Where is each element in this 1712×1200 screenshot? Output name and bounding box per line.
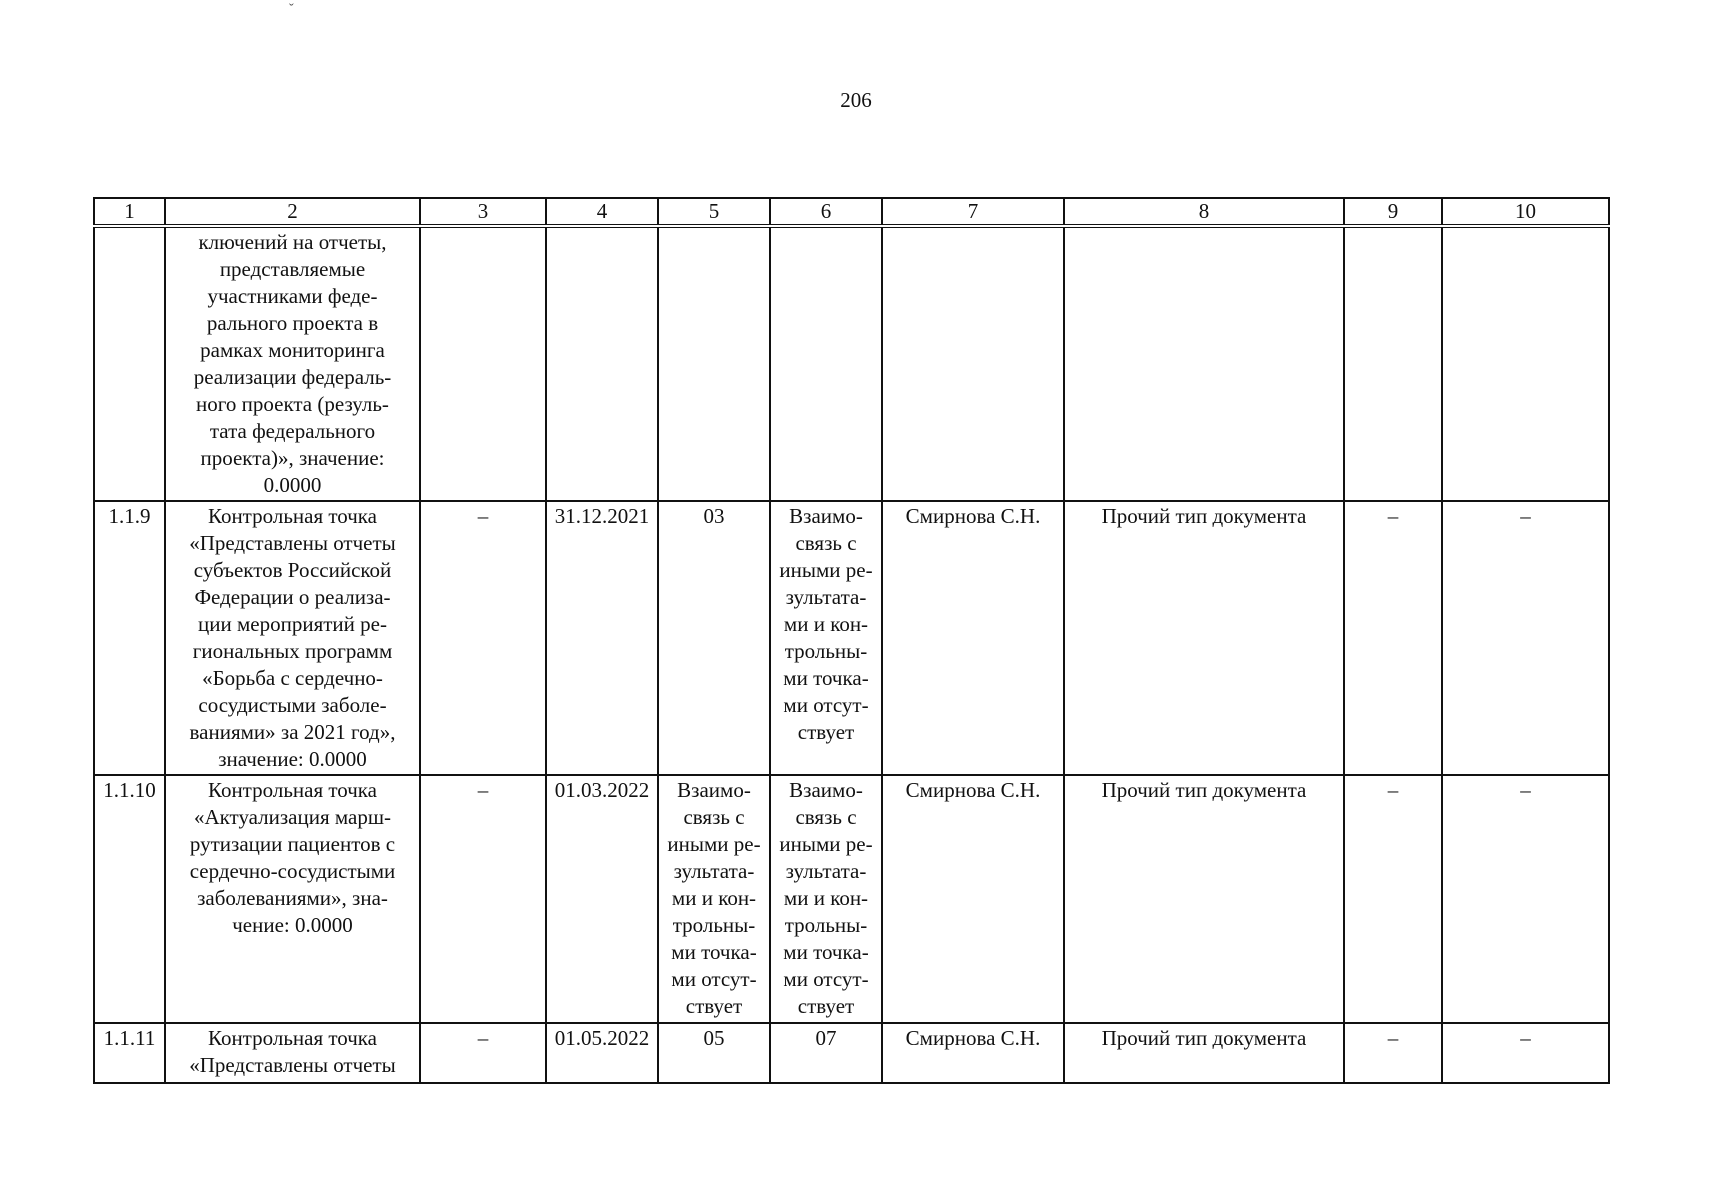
plan-table xyxy=(93,197,1610,1084)
table-row xyxy=(94,775,1609,1023)
cell-col10: – xyxy=(1442,501,1609,775)
table-header-row xyxy=(94,198,1609,226)
row-number xyxy=(94,226,165,501)
row-description: ключений на отчеты, представляемые участниками феде- рального проекта в рамках мониторинга реализации федераль- ного проекта (резуль- тата федерального проекта)», значение: 0.0000 xyxy=(165,226,420,501)
row-number: 1.1.10 xyxy=(94,775,165,1023)
cell-document-type: Прочий тип документа xyxy=(1064,775,1344,1023)
cell-col6: 07 xyxy=(770,1023,882,1083)
column-header: 8 xyxy=(1064,198,1344,226)
cell-col9: – xyxy=(1344,1023,1442,1083)
cell-col3 xyxy=(420,226,546,501)
cell-document-type xyxy=(1064,226,1344,501)
row-description: Контрольная точка «Представлены отчеты субъектов Российской Федерации о реализа- ции мероприятий ре- гиональных программ «Борьба с сердечно- сосудистыми заболе- ваниями» за 2021 год», значение: 0.0000 xyxy=(165,501,420,775)
row-number: 1.1.9 xyxy=(94,501,165,775)
cell-col6: Взаимо- связь с иными ре- зультата- ми и кон- трольны- ми точка- ми отсут- ствует xyxy=(770,775,882,1023)
cell-col5 xyxy=(658,226,770,501)
scan-mark: ˇ xyxy=(289,2,294,17)
column-header: 2 xyxy=(165,198,420,226)
cell-col3: – xyxy=(420,1023,546,1083)
cell-responsible: Смирнова С.Н. xyxy=(882,775,1064,1023)
cell-date: 01.03.2022 xyxy=(546,775,658,1023)
table-row xyxy=(94,501,1609,775)
column-header: 1 xyxy=(94,198,165,226)
cell-col10: – xyxy=(1442,1023,1609,1083)
cell-col9 xyxy=(1344,226,1442,501)
cell-document-type: Прочий тип документа xyxy=(1064,1023,1344,1083)
column-header: 7 xyxy=(882,198,1064,226)
cell-date: 01.05.2022 xyxy=(546,1023,658,1083)
cell-col10 xyxy=(1442,226,1609,501)
cell-document-type: Прочий тип документа xyxy=(1064,501,1344,775)
column-header: 3 xyxy=(420,198,546,226)
cell-responsible: Смирнова С.Н. xyxy=(882,1023,1064,1083)
cell-col5: 05 xyxy=(658,1023,770,1083)
column-header: 9 xyxy=(1344,198,1442,226)
cell-date: 31.12.2021 xyxy=(546,501,658,775)
row-description: Контрольная точка «Актуализация марш- рутизации пациентов с сердечно-сосудистыми заболеваниями», зна- чение: 0.0000 xyxy=(165,775,420,1023)
cell-date xyxy=(546,226,658,501)
column-header: 6 xyxy=(770,198,882,226)
table-row xyxy=(94,1023,1609,1083)
column-header: 5 xyxy=(658,198,770,226)
cell-col6: Взаимо- связь с иными ре- зультата- ми и кон- трольны- ми точка- ми отсут- ствует xyxy=(770,501,882,775)
cell-col9: – xyxy=(1344,775,1442,1023)
cell-col5: Взаимо- связь с иными ре- зультата- ми и кон- трольны- ми точка- ми отсут- ствует xyxy=(658,775,770,1023)
cell-col10: – xyxy=(1442,775,1609,1023)
cell-responsible xyxy=(882,226,1064,501)
cell-col3: – xyxy=(420,501,546,775)
row-description: Контрольная точка «Представлены отчеты xyxy=(165,1023,420,1083)
column-header: 4 xyxy=(546,198,658,226)
cell-col5: 03 xyxy=(658,501,770,775)
cell-col3: – xyxy=(420,775,546,1023)
row-number: 1.1.11 xyxy=(94,1023,165,1083)
cell-responsible: Смирнова С.Н. xyxy=(882,501,1064,775)
page-number: 206 xyxy=(840,88,872,112)
cell-col9: – xyxy=(1344,501,1442,775)
column-header: 10 xyxy=(1442,198,1609,226)
table-row xyxy=(94,226,1609,501)
cell-col6 xyxy=(770,226,882,501)
